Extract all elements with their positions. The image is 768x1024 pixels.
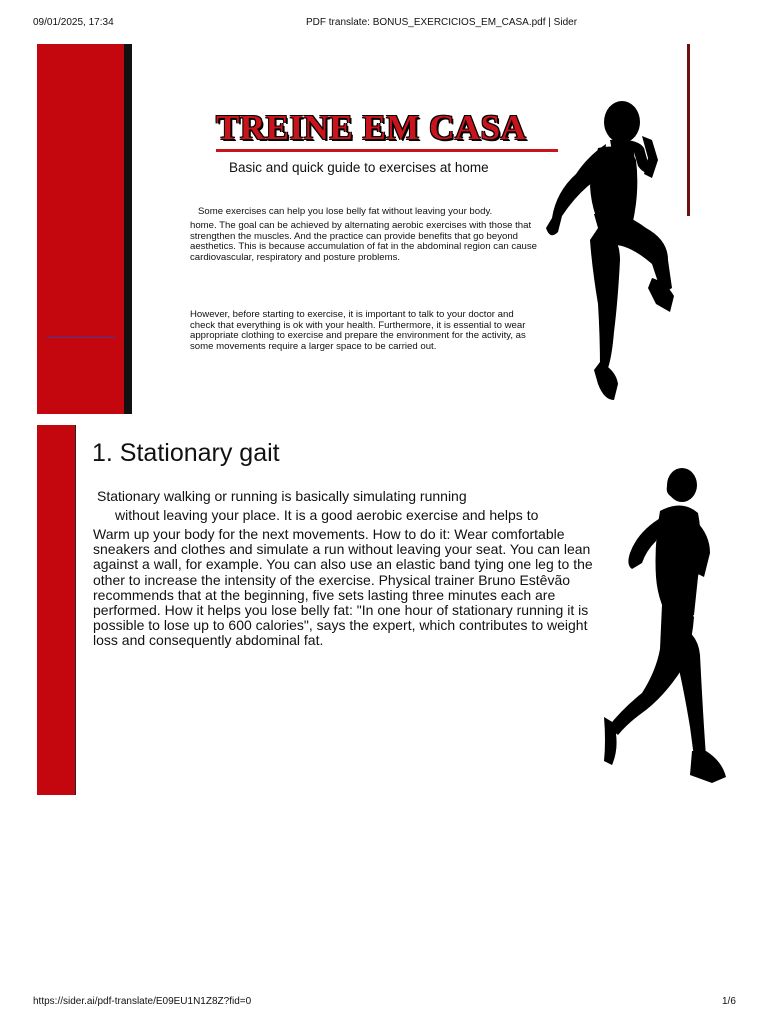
print-url: https://sider.ai/pdf-translate/E09EU1N1Z8Z?fid=0 [33,996,252,1007]
runner-silhouette-icon [598,465,730,790]
doctor-paragraph: However, before starting to exercise, it is important to talk to your doctor and check that everything is ok with your health. Furthermore, it is essential to wear appropriate clothing to exercise and prepare the environment for the activity, as some movements require a larger space to be carried out. [190,309,526,352]
knee-raise-silhouette-icon [540,100,680,405]
red-side-bar-bottom [37,425,76,795]
title-underline [216,149,558,152]
intro-line: Some exercises can help you lose belly fat without leaving your body. [198,206,493,217]
intro-paragraph: home. The goal can be achieved by alternating aerobic exercises with those that strengthen the muscles. And the practice can provide benefits that go beyond aesthetics. This is because accumulation of fat in the abdominal region can cause cardiovascular, respiratory and posture problems. [190,220,538,263]
print-page-counter: 1/6 [722,996,736,1007]
stationary-body: Warm up your body for the next movements. How to do it: Wear comfortable sneakers and clothes and simulate a run without leaving your seat. You can lean against a wall, for example. You can also use an elastic band tying one leg to the other to increase the intensity of the exercise. Physical trainer Bruno Estêvão recommends that at the beginning, five sets lasting three minutes each are performed. How it helps you lose belly fat: "In one hour of stationary running it is possible to lose up to 600 calories", says the expert, which contributes to weight loss and consequently abdominal fat. [93,526,593,649]
red-side-bar-top [37,44,124,414]
subtitle: Basic and quick guide to exercises at home [229,160,489,175]
blue-rule [47,337,115,338]
print-title: PDF translate: BONUS_EXERCICIOS_EM_CASA.pdf | Sider [306,17,578,28]
stationary-line-2: without leaving your place. It is a good aerobic exercise and helps to [115,507,539,523]
page-title: TREINE EM CASA [216,108,527,147]
print-datetime: 09/01/2025, 17:34 [33,17,114,28]
section-heading: 1. Stationary gait [92,439,280,467]
black-side-bar-top [124,44,132,414]
stationary-line-1: Stationary walking or running is basically simulating running [97,488,467,504]
right-rule [687,44,690,216]
